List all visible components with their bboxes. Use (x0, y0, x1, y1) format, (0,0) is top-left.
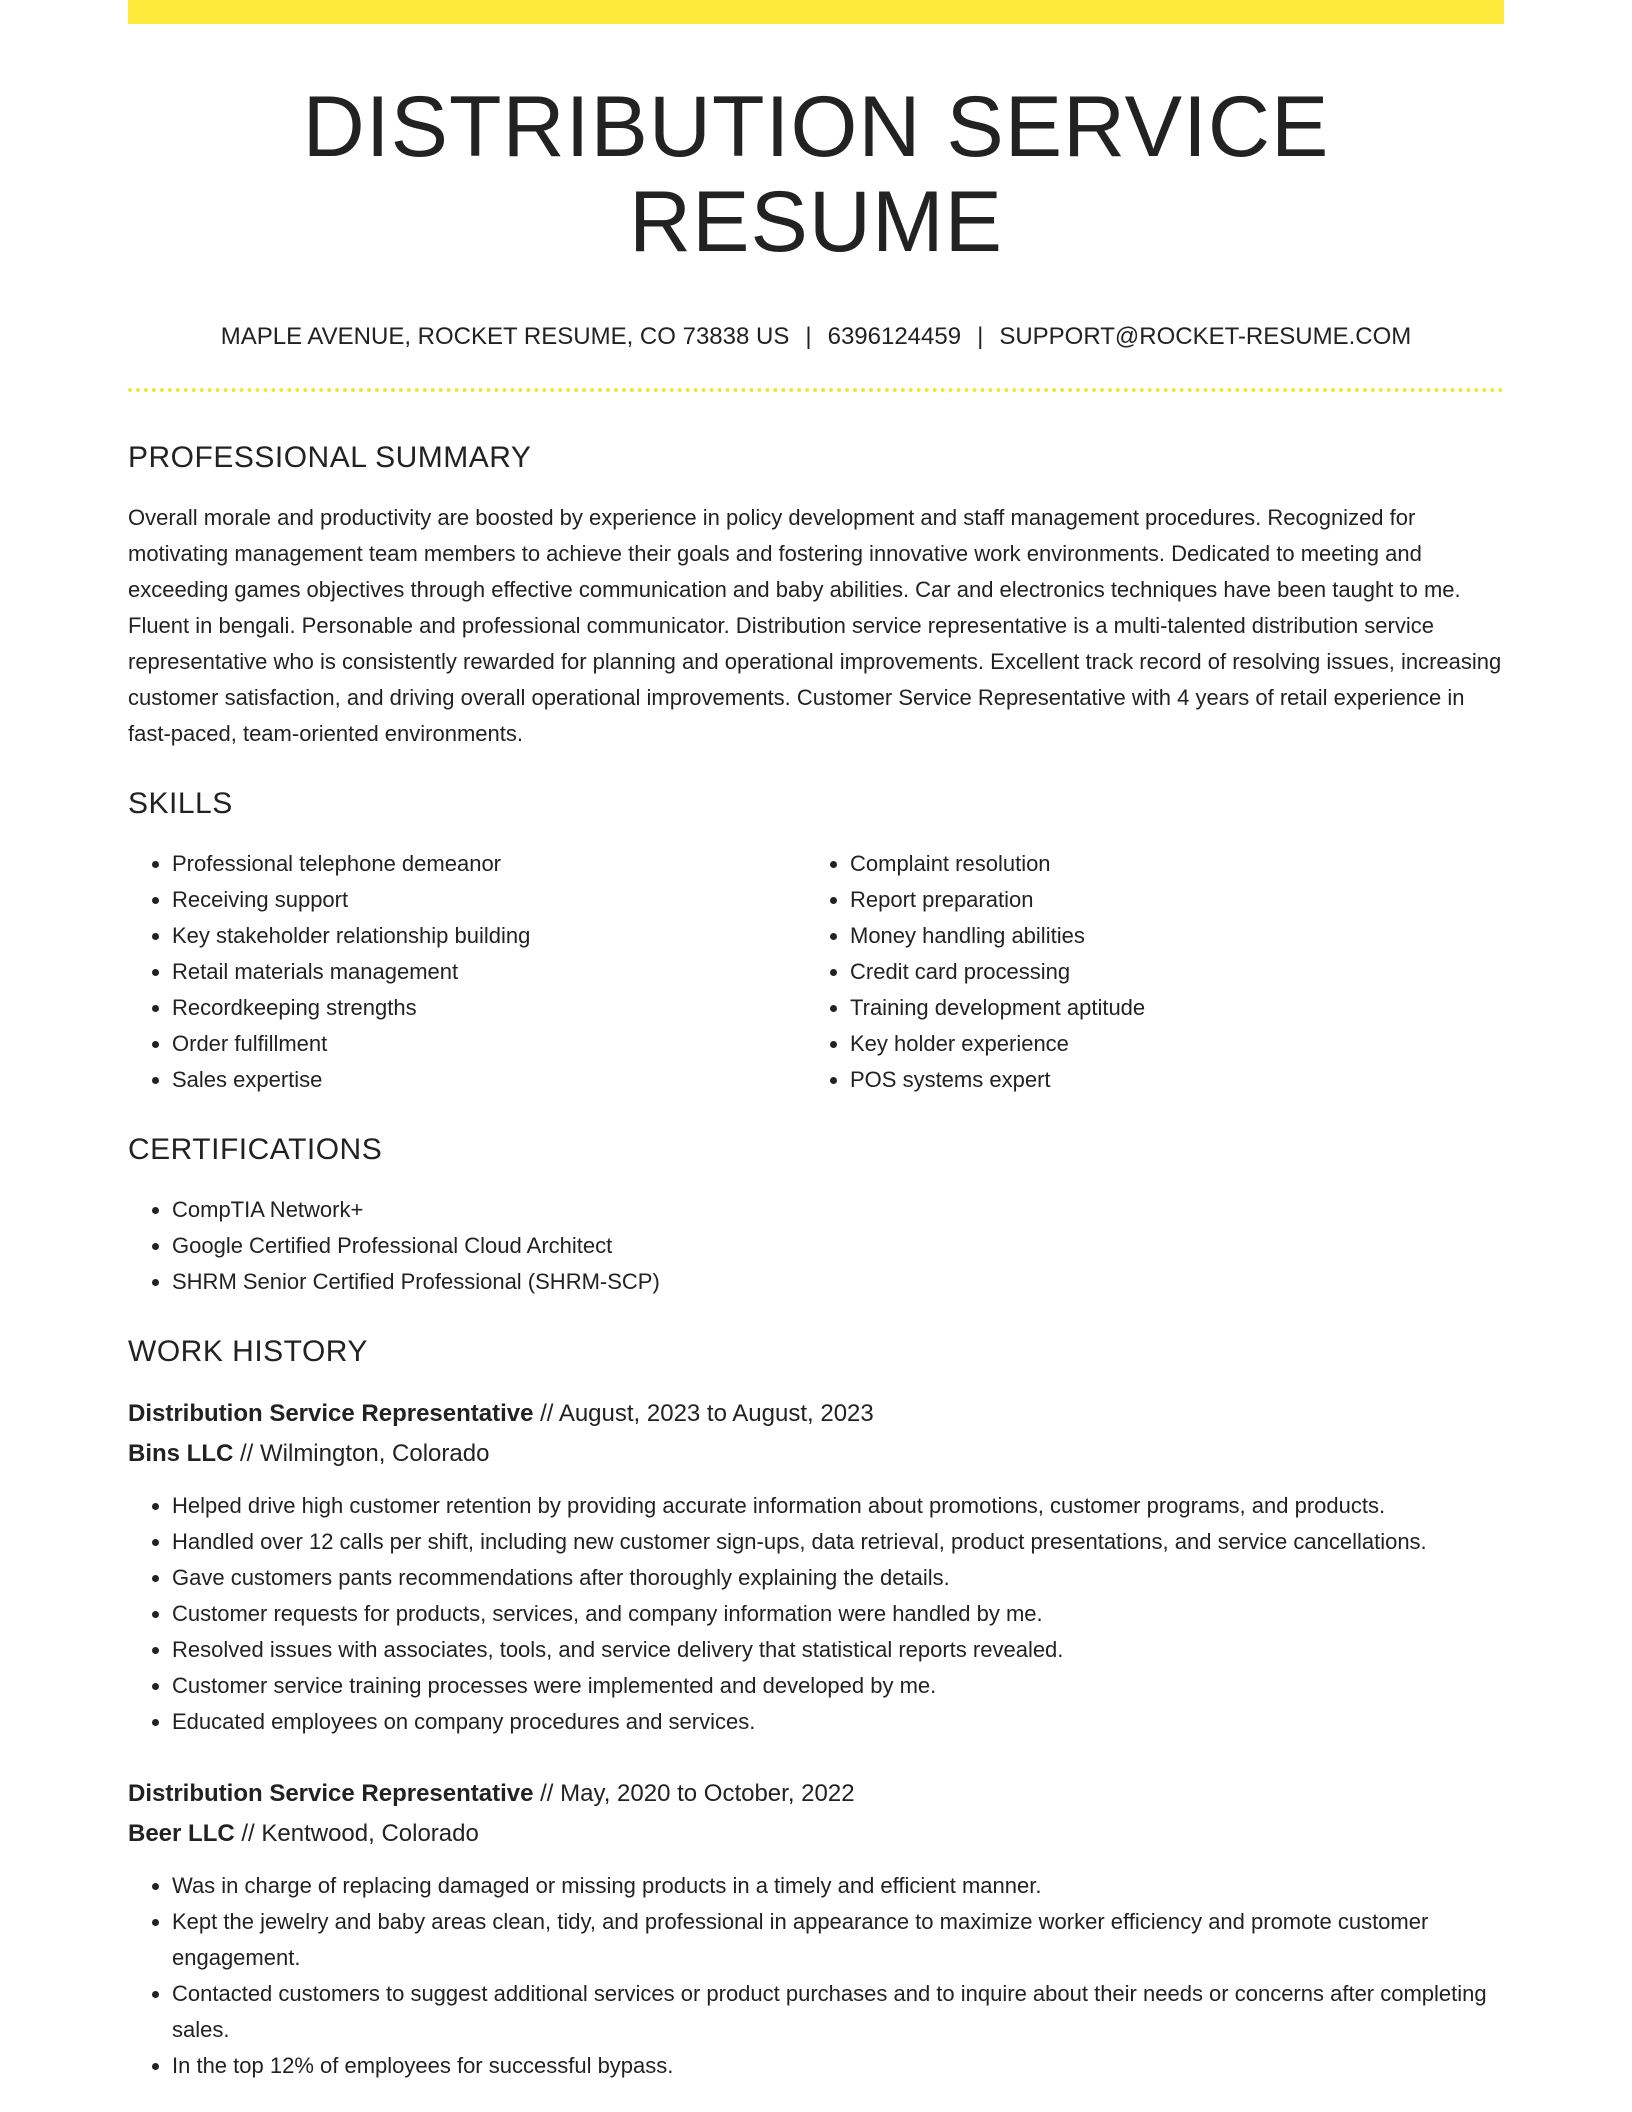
job-bullet: • Handled over 12 calls per shift, including new customer sign-ups, data retrieval, product presentations, and service cancellations. (172, 1524, 1504, 1560)
job-company: Beer LLC (128, 1819, 235, 1847)
skill-item: • Credit card processing (850, 954, 1484, 990)
contact-line (128, 323, 1504, 352)
certifications-heading: CERTIFICATIONS (128, 1132, 383, 1166)
skill-item: • Professional telephone demeanor (172, 846, 806, 882)
skills-heading: SKILLS (128, 786, 233, 820)
job-title-line (128, 1774, 1504, 1814)
job-company: Bins LLC (128, 1439, 234, 1467)
job-bullet: • Educated employees on company procedures and services. (172, 1704, 1504, 1740)
job-bullet: • Gave customers pants recommendations after thoroughly explaining the details. (172, 1560, 1504, 1596)
summary-section (128, 440, 1504, 752)
skills-list-left (128, 846, 806, 1098)
job-bullets (128, 1868, 1504, 2084)
contact-separator: | (977, 323, 984, 351)
skill-item: • Retail materials management (172, 954, 806, 990)
job-bullet: • Customer service training processes were implemented and developed by me. (172, 1668, 1504, 1704)
job-entry (128, 1774, 1504, 2084)
job-role: Distribution Service Representative (128, 1779, 534, 1807)
job-role: Distribution Service Representative (128, 1399, 534, 1427)
job-bullet: • In the top 12% of employees for successful bypass. (172, 2048, 1504, 2084)
skill-item: • Training development aptitude (850, 990, 1484, 1026)
contact-separator: | (805, 323, 812, 351)
skill-item: • Report preparation (850, 882, 1484, 918)
skill-item: • Recordkeeping strengths (172, 990, 806, 1026)
resume-title: DISTRIBUTION SERVICE RESUME (302, 79, 1330, 270)
summary-text: Overall morale and productivity are boosted by experience in policy development and staff management procedures. Recognized for motivating management team members to achieve their goals and fostering innovative work environments. Dedicated to meeting and exceeding games objectives through effective communication and baby abilities. Car and electronics techniques have been taught to me. Fluent in bengali. Personable and professional communicator. Distribution service representative is a multi-talented distribution service representative who is consistently rewarded for planning and operational improvements. Excellent track record of resolving issues, increasing customer satisfaction, and driving overall operational improvements. Customer Service Representative with 4 years of retail experience in fast-paced, team-oriented environments. (128, 504, 1502, 746)
phone: 6396124459 (827, 323, 962, 351)
work-history-section (128, 1334, 1504, 2084)
email: SUPPORT@ROCKET-RESUME.COM (999, 323, 1412, 351)
certification-item: • SHRM Senior Certified Professional (SHRM-SCP) (172, 1264, 1504, 1300)
job-bullets (128, 1488, 1504, 1740)
job-dates: // May, 2020 to October, 2022 (533, 1779, 855, 1807)
certifications-list (128, 1192, 1504, 1300)
job-bullet: • Resolved issues with associates, tools, and service delivery that statistical reports revealed. (172, 1632, 1504, 1668)
skill-item: • Key stakeholder relationship building (172, 918, 806, 954)
job-bullet: • Customer requests for products, services, and company information were handled by me. (172, 1596, 1504, 1632)
job-title-line (128, 1394, 1504, 1434)
skill-item: • Key holder experience (850, 1026, 1484, 1062)
summary-heading: PROFESSIONAL SUMMARY (128, 440, 532, 474)
dotted-divider (128, 388, 1504, 392)
certification-item: • Google Certified Professional Cloud Architect (172, 1228, 1504, 1264)
job-bullet: • Kept the jewelry and baby areas clean, tidy, and professional in appearance to maximize worker efficiency and promote customer engagement. (172, 1904, 1504, 1976)
resume-page (128, 0, 1504, 2084)
skill-item: • Complaint resolution (850, 846, 1484, 882)
top-accent-bar (128, 0, 1504, 24)
certifications-section (128, 1132, 1504, 1300)
job-entry (128, 1394, 1504, 1740)
skill-item: • POS systems expert (850, 1062, 1484, 1098)
skills-grid (128, 822, 1504, 1098)
job-dates: // August, 2023 to August, 2023 (533, 1399, 874, 1427)
certification-item: • CompTIA Network+ (172, 1192, 1504, 1228)
skills-section (128, 786, 1504, 1098)
skill-item: • Sales expertise (172, 1062, 806, 1098)
skill-item: • Money handling abilities (850, 918, 1484, 954)
skills-list-right (806, 846, 1484, 1098)
address: MAPLE AVENUE, ROCKET RESUME, CO 73838 US (220, 323, 790, 351)
job-bullet: • Was in charge of replacing damaged or missing products in a timely and efficient manner. (172, 1868, 1504, 1904)
work-history-heading: WORK HISTORY (128, 1334, 368, 1368)
job-company-line (128, 1814, 1504, 1854)
job-bullet: • Helped drive high customer retention by providing accurate information about promotions, customer programs, and products. (172, 1488, 1504, 1524)
job-location: // Wilmington, Colorado (233, 1439, 490, 1467)
skill-item: • Receiving support (172, 882, 806, 918)
job-location: // Kentwood, Colorado (234, 1819, 479, 1847)
skill-item: • Order fulfillment (172, 1026, 806, 1062)
job-bullet: • Contacted customers to suggest additional services or product purchases and to inquire about their needs or concerns after completing sales. (172, 1976, 1504, 2048)
job-company-line (128, 1434, 1504, 1474)
